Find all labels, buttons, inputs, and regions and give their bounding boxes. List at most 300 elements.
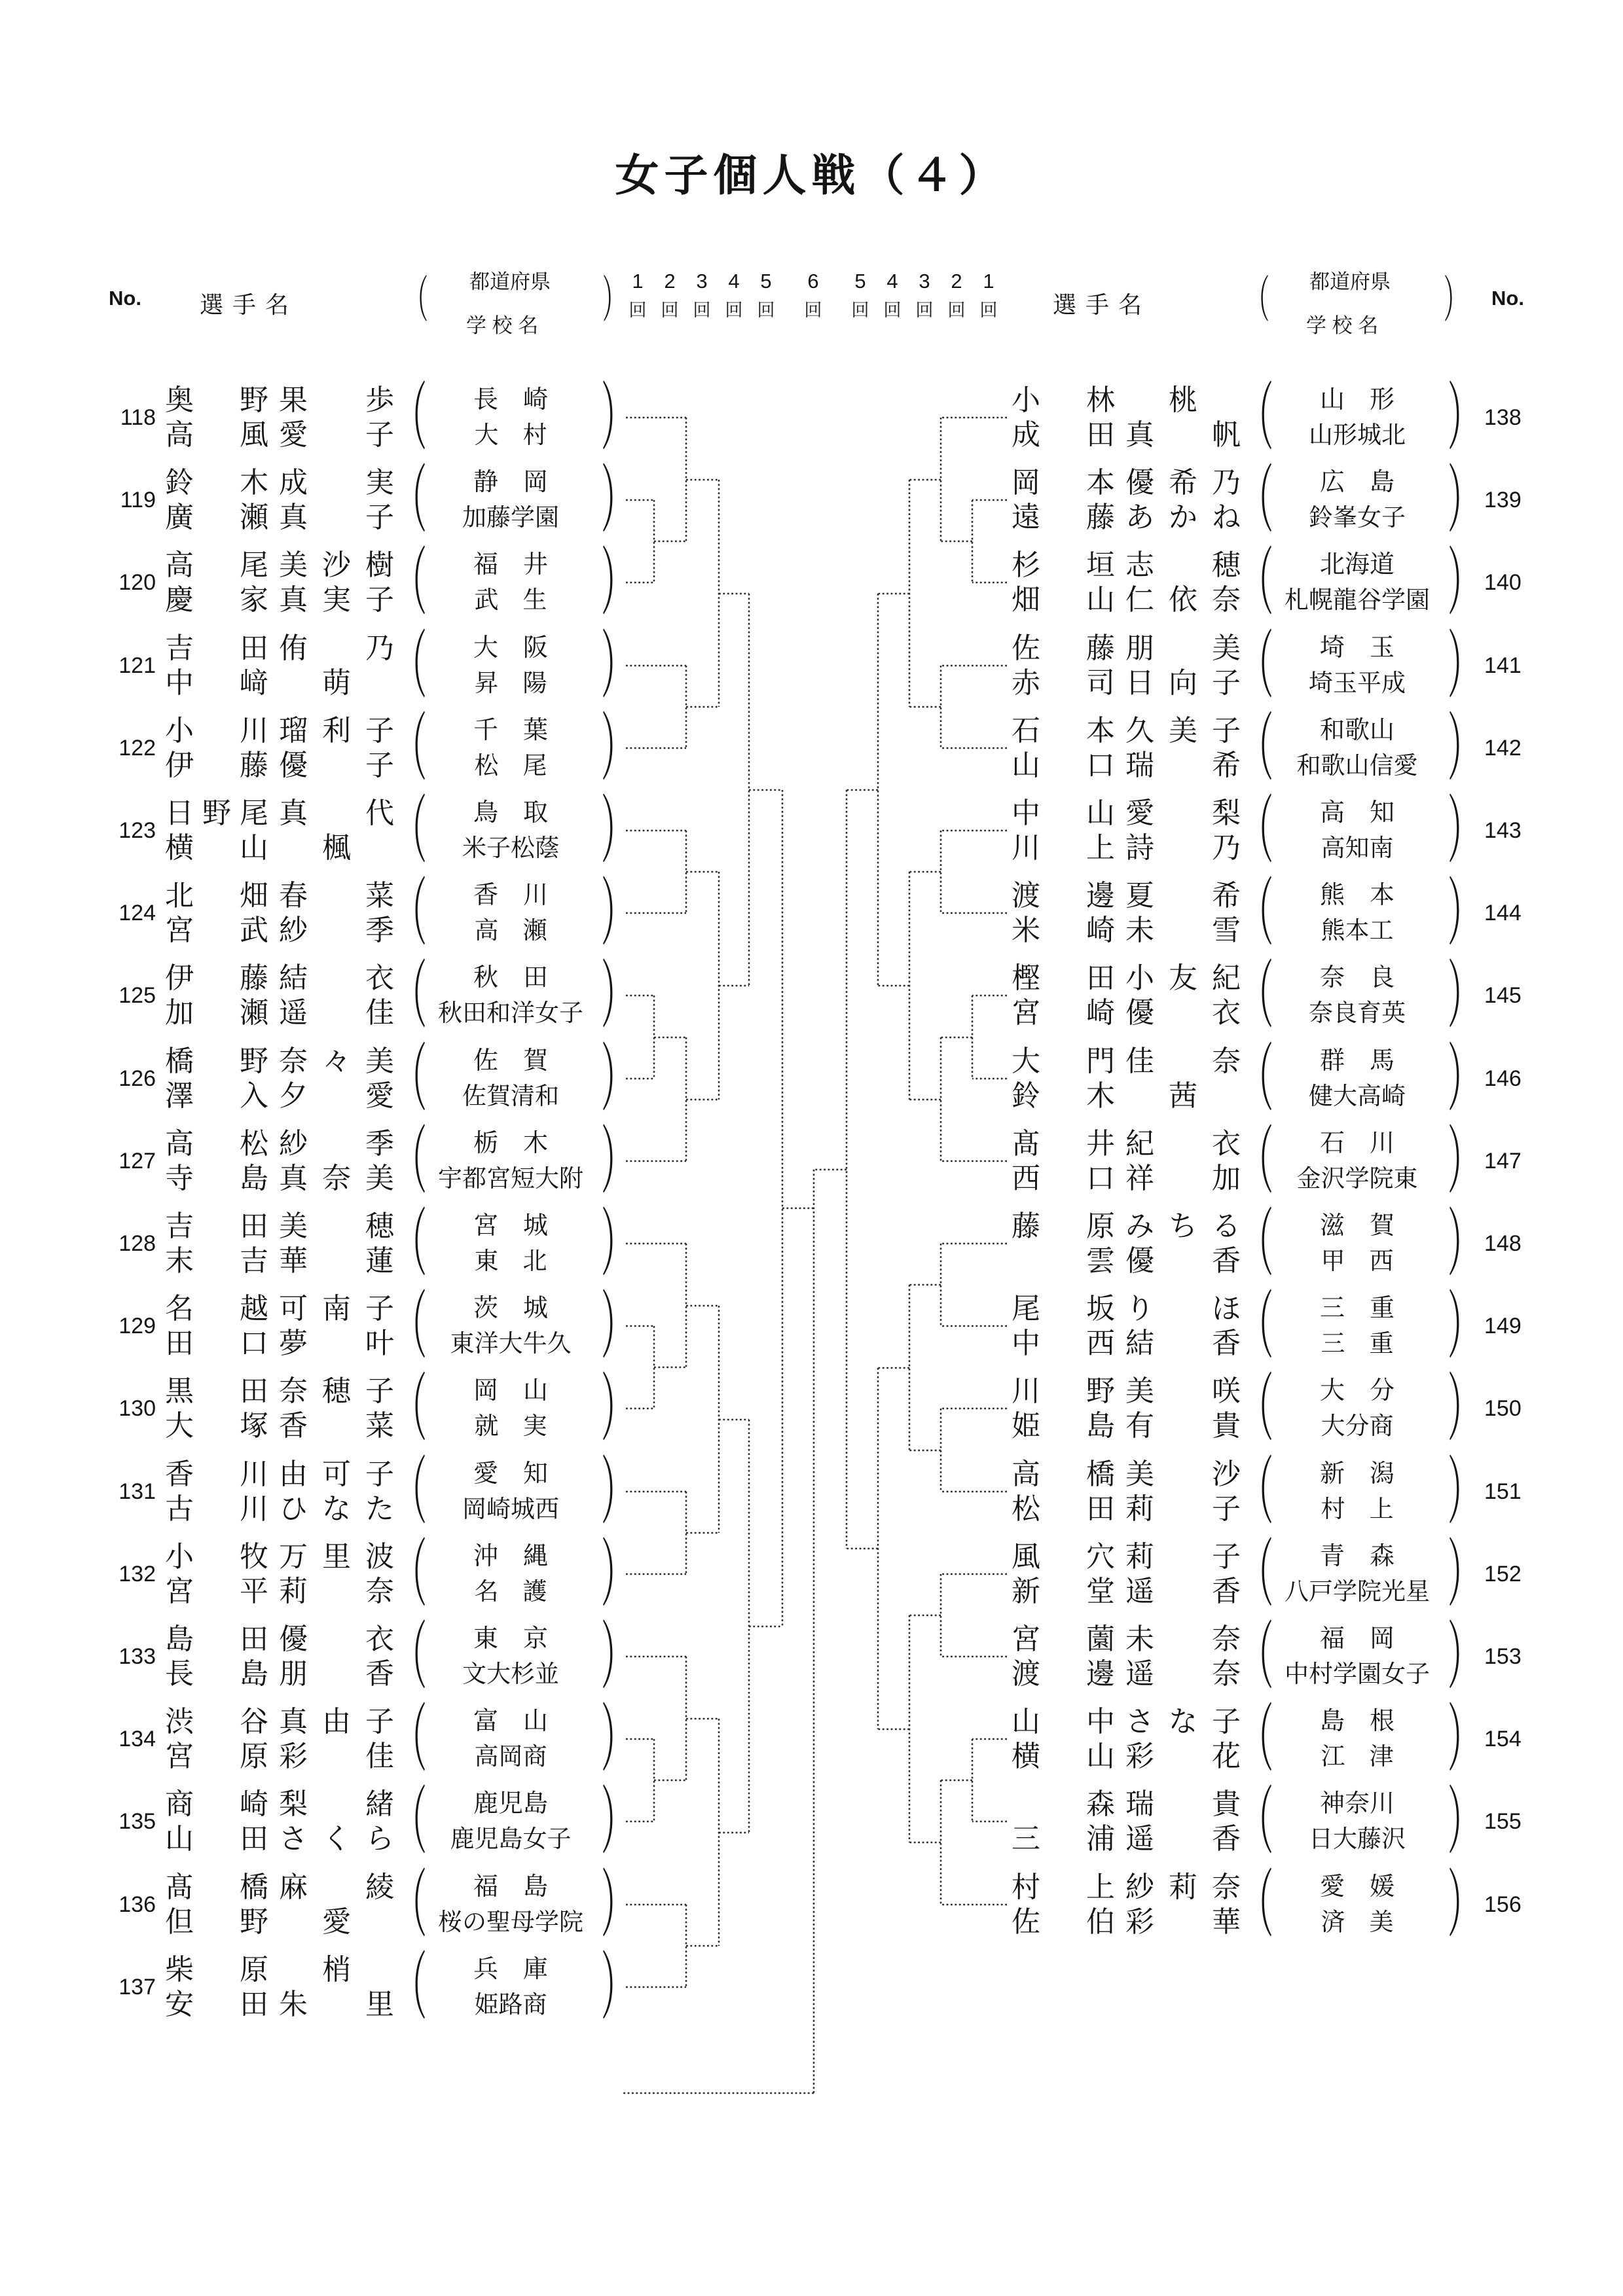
name-char: 加 bbox=[165, 997, 194, 1029]
prefecture-name: 青 森 bbox=[1319, 1543, 1395, 1570]
name-char: 可 bbox=[279, 1293, 308, 1325]
name-char: 紗 bbox=[1125, 1871, 1154, 1903]
name-char: 未 bbox=[1125, 1623, 1154, 1655]
school-paren-close: ） bbox=[1448, 1037, 1480, 1120]
name-char: ら bbox=[365, 1823, 394, 1855]
prefecture-name: 沖 縄 bbox=[473, 1543, 548, 1570]
entry-number: 141 bbox=[1484, 653, 1522, 678]
school-paren-close: ） bbox=[601, 954, 634, 1037]
school-name: 金沢学院東 bbox=[1296, 1165, 1418, 1192]
school-paren-open: （ bbox=[1241, 1863, 1273, 1946]
name-char: 沙 bbox=[322, 549, 351, 581]
entry-number: 123 bbox=[119, 817, 156, 843]
school-name: 名 護 bbox=[474, 1578, 547, 1605]
school-paren-close: ） bbox=[601, 459, 634, 541]
name-char: 瑞 bbox=[1125, 1788, 1154, 1820]
school-paren-open: （ bbox=[394, 376, 427, 459]
entry-number: 142 bbox=[1484, 735, 1522, 761]
name-char: 鈴 bbox=[1012, 1080, 1040, 1112]
school-name: 鹿児島女子 bbox=[450, 1825, 572, 1852]
name-char: る bbox=[1212, 1210, 1241, 1242]
name-char: 田 bbox=[240, 632, 268, 664]
name-char: 利 bbox=[322, 715, 351, 747]
name-char: 佐 bbox=[1012, 632, 1040, 664]
school-name: 山形城北 bbox=[1309, 422, 1406, 448]
prefecture-name: 福 井 bbox=[473, 551, 548, 579]
name-char: 野 bbox=[202, 797, 231, 829]
name-char: 子 bbox=[365, 715, 394, 747]
name-char: 上 bbox=[1086, 832, 1115, 864]
entry-number: 126 bbox=[119, 1066, 156, 1091]
entry-number: 132 bbox=[119, 1561, 156, 1587]
school-name: 武 生 bbox=[474, 586, 547, 613]
name-char: 橋 bbox=[165, 1045, 194, 1077]
header-paren-close-right: ） bbox=[1444, 271, 1468, 328]
name-char: ほ bbox=[1212, 1293, 1241, 1325]
name-char: な bbox=[1169, 1706, 1197, 1738]
name-char: 香 bbox=[365, 1658, 394, 1690]
school-paren-open: （ bbox=[1241, 1367, 1273, 1450]
name-char: 奈 bbox=[279, 1375, 308, 1407]
school-paren-close: ） bbox=[1448, 624, 1480, 707]
name-char: 美 bbox=[1212, 632, 1241, 664]
name-char: 彩 bbox=[1125, 1906, 1154, 1938]
round-kai-label: 回 bbox=[661, 300, 679, 320]
school-paren-open: （ bbox=[394, 1698, 427, 1780]
name-char: 日 bbox=[165, 797, 194, 829]
name-char: 宮 bbox=[165, 1575, 194, 1607]
round-number-label: 5 bbox=[854, 270, 866, 293]
school-paren-open: （ bbox=[1241, 624, 1273, 707]
name-char: 奈 bbox=[1212, 1045, 1241, 1077]
school-paren-open: （ bbox=[394, 1037, 427, 1120]
name-char: 莉 bbox=[1169, 1871, 1197, 1903]
name-char: 奈 bbox=[1212, 1871, 1241, 1903]
name-char: 遥 bbox=[1125, 1658, 1154, 1690]
name-char: 華 bbox=[1212, 1906, 1241, 1938]
name-char: 夢 bbox=[279, 1327, 308, 1359]
school-paren-close: ） bbox=[1448, 459, 1480, 541]
school-name: 三 重 bbox=[1321, 1330, 1394, 1357]
name-char: 梨 bbox=[1212, 797, 1241, 829]
school-paren-open: （ bbox=[1241, 1285, 1273, 1367]
entry-number: 121 bbox=[119, 653, 156, 678]
name-char: 彩 bbox=[1125, 1740, 1154, 1772]
school-name: 文大杉並 bbox=[462, 1660, 559, 1687]
name-char: 子 bbox=[1212, 1493, 1241, 1525]
name-char: 島 bbox=[165, 1623, 194, 1655]
name-char: 春 bbox=[279, 880, 308, 912]
school-name: 米子松蔭 bbox=[462, 834, 559, 861]
name-char: 優 bbox=[1125, 997, 1154, 1029]
name-char: 歩 bbox=[365, 384, 394, 416]
header-paren-close-left: ） bbox=[602, 271, 627, 328]
name-char: 樹 bbox=[365, 549, 394, 581]
name-char: 愛 bbox=[365, 1080, 394, 1112]
round-number-label: 2 bbox=[951, 270, 962, 293]
prefecture-name: 滋 賀 bbox=[1319, 1212, 1395, 1240]
name-char: 美 bbox=[1169, 715, 1197, 747]
name-char: 瑠 bbox=[279, 715, 308, 747]
school-paren-open: （ bbox=[394, 1285, 427, 1367]
name-char: 木 bbox=[240, 467, 268, 499]
name-char: 田 bbox=[240, 1988, 268, 2020]
prefecture-name: 東 京 bbox=[473, 1625, 548, 1653]
name-char: 佳 bbox=[1125, 1045, 1154, 1077]
prefecture-name: 愛 知 bbox=[473, 1460, 548, 1488]
name-char: 雲 bbox=[1086, 1245, 1115, 1277]
name-char: く bbox=[322, 1823, 351, 1855]
name-char: 菜 bbox=[365, 880, 394, 912]
name-char: 乃 bbox=[365, 632, 394, 664]
school-paren-close: ） bbox=[1448, 1698, 1480, 1780]
round-number-label: 4 bbox=[728, 270, 740, 293]
prefecture-name: 奈 良 bbox=[1319, 964, 1395, 992]
school-name: 江 津 bbox=[1321, 1743, 1394, 1770]
name-char: 吉 bbox=[165, 1210, 194, 1242]
name-char: な bbox=[322, 1493, 351, 1525]
entry-number: 151 bbox=[1484, 1479, 1522, 1504]
name-char: 有 bbox=[1125, 1410, 1154, 1442]
name-char: 山 bbox=[1086, 1740, 1115, 1772]
school-name: 大 村 bbox=[474, 422, 547, 448]
name-char: 野 bbox=[1086, 1375, 1115, 1407]
school-paren-close: ） bbox=[601, 707, 634, 789]
name-char: 実 bbox=[365, 467, 394, 499]
entry-number: 122 bbox=[119, 735, 156, 761]
school-paren-open: （ bbox=[394, 1946, 427, 2028]
name-char: 万 bbox=[279, 1541, 308, 1573]
name-char: 瀬 bbox=[240, 997, 268, 1029]
round-kai-label: 回 bbox=[629, 300, 647, 320]
name-char: 宮 bbox=[1012, 997, 1040, 1029]
prefecture-name: 千 葉 bbox=[473, 717, 548, 744]
header-no-right: No. bbox=[1491, 287, 1524, 310]
school-paren-close: ） bbox=[601, 541, 634, 624]
name-char: 岡 bbox=[1012, 467, 1040, 499]
name-char: 三 bbox=[1012, 1823, 1040, 1855]
name-char: 詩 bbox=[1125, 832, 1154, 864]
round-kai-label: 回 bbox=[883, 300, 902, 320]
entry-number: 131 bbox=[119, 1479, 156, 1504]
name-char: 優 bbox=[279, 749, 308, 781]
school-paren-close: ） bbox=[1448, 541, 1480, 624]
prefecture-name: 埼 玉 bbox=[1319, 634, 1395, 662]
school-paren-open: （ bbox=[1241, 872, 1273, 954]
school-paren-close: ） bbox=[1448, 1863, 1480, 1946]
name-char: 鈴 bbox=[165, 467, 194, 499]
name-char: 平 bbox=[240, 1575, 268, 1607]
name-char: 中 bbox=[1012, 1327, 1040, 1359]
school-name: 埼玉平成 bbox=[1309, 670, 1406, 696]
name-char: 田 bbox=[1086, 419, 1115, 451]
name-char: 穂 bbox=[1212, 549, 1241, 581]
school-name: 加藤学園 bbox=[462, 504, 559, 531]
entry-number: 120 bbox=[119, 569, 156, 595]
name-char: 子 bbox=[1212, 715, 1241, 747]
name-char: 武 bbox=[240, 914, 268, 946]
school-name: 鈴峯女子 bbox=[1309, 504, 1406, 531]
name-char: 井 bbox=[1086, 1128, 1115, 1160]
name-char: 森 bbox=[1086, 1788, 1115, 1820]
name-char: 本 bbox=[1086, 715, 1115, 747]
name-char: 小 bbox=[165, 1541, 194, 1573]
school-name: 東洋大牛久 bbox=[450, 1330, 572, 1357]
school-paren-close: ） bbox=[1448, 789, 1480, 872]
entry-number: 127 bbox=[119, 1148, 156, 1174]
school-name: 村 上 bbox=[1321, 1496, 1394, 1522]
name-char: 雪 bbox=[1212, 914, 1241, 946]
school-name: 八戸学院光星 bbox=[1285, 1578, 1430, 1605]
name-char: 乃 bbox=[1212, 832, 1241, 864]
name-char: 薗 bbox=[1086, 1623, 1115, 1655]
name-char: 成 bbox=[279, 467, 308, 499]
name-char: 伯 bbox=[1086, 1906, 1115, 1938]
name-char: 橋 bbox=[240, 1871, 268, 1903]
name-char: 真 bbox=[1125, 419, 1154, 451]
name-char: 波 bbox=[365, 1541, 394, 1573]
round-number-label: 5 bbox=[760, 270, 772, 293]
name-char: 門 bbox=[1086, 1045, 1115, 1077]
school-name: 熊本工 bbox=[1321, 917, 1394, 944]
name-char: 入 bbox=[240, 1080, 268, 1112]
name-char: 佳 bbox=[365, 997, 394, 1029]
prefecture-name: 香 川 bbox=[473, 882, 548, 909]
name-char: 咲 bbox=[1212, 1375, 1241, 1407]
name-char: 上 bbox=[1086, 1871, 1115, 1903]
name-char: 米 bbox=[1012, 914, 1040, 946]
entry-number: 118 bbox=[120, 404, 156, 430]
name-char: 衣 bbox=[365, 962, 394, 994]
name-char: 野 bbox=[240, 1045, 268, 1077]
name-char: 穴 bbox=[1086, 1541, 1115, 1573]
school-paren-open: （ bbox=[1241, 1037, 1273, 1120]
prefecture-name: 広 島 bbox=[1319, 469, 1395, 496]
name-char: 島 bbox=[240, 1162, 268, 1194]
name-char: 子 bbox=[365, 419, 394, 451]
school-paren-close: ） bbox=[601, 1450, 634, 1533]
school-name: 奈良育英 bbox=[1309, 999, 1406, 1026]
name-char: 美 bbox=[365, 1045, 394, 1077]
entry-number: 152 bbox=[1484, 1561, 1522, 1587]
name-char: 美 bbox=[1125, 1458, 1154, 1490]
name-char: 川 bbox=[240, 715, 268, 747]
name-char: 真 bbox=[279, 1706, 308, 1738]
name-char: 原 bbox=[240, 1954, 268, 1986]
name-char: 渋 bbox=[165, 1706, 194, 1738]
school-name: 健大高崎 bbox=[1309, 1083, 1406, 1109]
name-char: 林 bbox=[1086, 384, 1115, 416]
name-char: 朱 bbox=[279, 1988, 308, 2020]
name-char: 司 bbox=[1086, 667, 1115, 699]
name-char: 島 bbox=[240, 1658, 268, 1690]
entry-number: 150 bbox=[1484, 1395, 1522, 1421]
name-char: 蓮 bbox=[365, 1245, 394, 1277]
round-kai-label: 回 bbox=[915, 300, 934, 320]
name-char: 西 bbox=[1012, 1162, 1040, 1194]
header-pref-left: 都道府県 bbox=[469, 270, 551, 293]
header-players-left: 選 手 名 bbox=[200, 291, 291, 318]
entry-number: 140 bbox=[1484, 569, 1522, 595]
prefecture-name: 大 阪 bbox=[473, 634, 548, 662]
name-char: 名 bbox=[165, 1293, 194, 1325]
name-char: 田 bbox=[240, 1823, 268, 1855]
name-char: 塚 bbox=[240, 1410, 268, 1442]
name-char: 伊 bbox=[165, 749, 194, 781]
name-char: 衣 bbox=[1212, 997, 1241, 1029]
name-char: 本 bbox=[1086, 467, 1115, 499]
header-school-left: 学 校 名 bbox=[466, 314, 539, 337]
entry-number: 154 bbox=[1484, 1726, 1522, 1751]
school-paren-close: ） bbox=[601, 1037, 634, 1120]
name-char: さ bbox=[279, 1823, 308, 1855]
name-char: 優 bbox=[279, 1623, 308, 1655]
name-char: 宮 bbox=[1012, 1623, 1040, 1655]
name-char: 邊 bbox=[1086, 880, 1115, 912]
school-paren-open: （ bbox=[394, 707, 427, 789]
name-char: 邊 bbox=[1086, 1658, 1115, 1690]
name-char: 紀 bbox=[1212, 962, 1241, 994]
prefecture-name: 宮 城 bbox=[473, 1212, 548, 1240]
school-name: 東 北 bbox=[474, 1247, 547, 1274]
prefecture-name: 茨 城 bbox=[473, 1295, 548, 1322]
school-name: 姫路商 bbox=[474, 1991, 547, 2018]
prefecture-name: 新 潟 bbox=[1319, 1460, 1395, 1488]
school-name: 佐賀清和 bbox=[462, 1083, 559, 1109]
name-char: 子 bbox=[365, 1706, 394, 1738]
name-char: ね bbox=[1212, 501, 1241, 533]
name-char: 華 bbox=[279, 1245, 308, 1277]
name-char: 奈 bbox=[1212, 584, 1241, 616]
school-name: 日大藤沢 bbox=[1309, 1825, 1406, 1852]
name-char: 子 bbox=[1212, 667, 1241, 699]
school-paren-open: （ bbox=[394, 1533, 427, 1615]
name-char: 川 bbox=[240, 1458, 268, 1490]
name-char: 日 bbox=[1125, 667, 1154, 699]
name-char: 横 bbox=[165, 832, 194, 864]
school-name: 和歌山信愛 bbox=[1296, 752, 1418, 779]
name-char: 楓 bbox=[322, 832, 351, 864]
name-char: 香 bbox=[1212, 1575, 1241, 1607]
school-paren-open: （ bbox=[1241, 1120, 1273, 1202]
name-char: 崎 bbox=[1086, 997, 1115, 1029]
name-char: さ bbox=[1125, 1706, 1154, 1738]
name-char: 花 bbox=[1212, 1740, 1241, 1772]
name-char: 彩 bbox=[279, 1740, 308, 1772]
name-char: 紀 bbox=[1125, 1128, 1154, 1160]
school-paren-open: （ bbox=[394, 789, 427, 872]
name-char: 愛 bbox=[1125, 797, 1154, 829]
name-char: 山 bbox=[1086, 584, 1115, 616]
entry-number: 130 bbox=[119, 1395, 156, 1421]
name-char: 西 bbox=[1086, 1327, 1115, 1359]
round-number-label: 1 bbox=[632, 270, 644, 293]
school-paren-open: （ bbox=[1241, 954, 1273, 1037]
school-paren-close: ） bbox=[601, 1285, 634, 1367]
name-char: 田 bbox=[240, 1210, 268, 1242]
school-paren-close: ） bbox=[1448, 1367, 1480, 1450]
school-paren-open: （ bbox=[1241, 1615, 1273, 1698]
round-kai-label: 回 bbox=[725, 300, 743, 320]
name-char: 茜 bbox=[1169, 1080, 1197, 1112]
name-char: 綾 bbox=[365, 1871, 394, 1903]
prefecture-name: 福 島 bbox=[473, 1873, 548, 1901]
name-char: 朋 bbox=[1125, 632, 1154, 664]
name-char: 商 bbox=[165, 1788, 194, 1820]
name-char: 由 bbox=[279, 1458, 308, 1490]
name-char: り bbox=[1125, 1293, 1154, 1325]
entry-number: 145 bbox=[1484, 982, 1522, 1008]
school-paren-close: ） bbox=[601, 1615, 634, 1698]
name-char: 越 bbox=[240, 1293, 268, 1325]
name-char: 松 bbox=[240, 1128, 268, 1160]
name-char: 里 bbox=[365, 1988, 394, 2020]
name-char: 中 bbox=[1012, 797, 1040, 829]
name-char: 赤 bbox=[1012, 667, 1040, 699]
name-char: 久 bbox=[1125, 715, 1154, 747]
name-char: ひ bbox=[279, 1493, 308, 1525]
school-name: 大分商 bbox=[1321, 1412, 1394, 1439]
name-char: 里 bbox=[322, 1541, 351, 1573]
entry-number: 137 bbox=[119, 1974, 156, 2000]
school-paren-close: ） bbox=[601, 624, 634, 707]
name-char: 子 bbox=[1212, 1541, 1241, 1573]
name-char: 愛 bbox=[279, 419, 308, 451]
name-char: 祥 bbox=[1125, 1162, 1154, 1194]
prefecture-name: 岡 山 bbox=[473, 1377, 548, 1405]
prefecture-name: 熊 本 bbox=[1319, 882, 1395, 909]
round-number-label: 6 bbox=[807, 270, 819, 293]
school-name: 甲 西 bbox=[1321, 1247, 1394, 1274]
name-char: 々 bbox=[322, 1045, 351, 1077]
name-char: 莉 bbox=[1125, 1493, 1154, 1525]
name-char: 小 bbox=[165, 715, 194, 747]
name-char: 子 bbox=[365, 1293, 394, 1325]
name-char: 子 bbox=[365, 501, 394, 533]
prefecture-name: 神奈川 bbox=[1319, 1790, 1395, 1818]
name-char: 紗 bbox=[279, 1128, 308, 1160]
name-char: 畑 bbox=[1012, 584, 1040, 616]
name-char: 向 bbox=[1169, 667, 1197, 699]
name-char: 香 bbox=[279, 1410, 308, 1442]
name-char: 北 bbox=[165, 880, 194, 912]
school-paren-open: （ bbox=[1241, 707, 1273, 789]
school-paren-open: （ bbox=[394, 872, 427, 954]
name-char: あ bbox=[1125, 501, 1154, 533]
round-kai-label: 回 bbox=[947, 300, 966, 320]
name-char: 末 bbox=[165, 1245, 194, 1277]
name-char: 風 bbox=[1012, 1541, 1040, 1573]
name-char: 山 bbox=[1012, 1706, 1040, 1738]
school-paren-close: ） bbox=[1448, 1533, 1480, 1615]
name-char: 奈 bbox=[365, 1575, 394, 1607]
prefecture-name: 和歌山 bbox=[1319, 717, 1395, 744]
name-char: 中 bbox=[1086, 1706, 1115, 1738]
school-name: 高岡商 bbox=[474, 1743, 547, 1770]
prefecture-name: 栃 木 bbox=[473, 1130, 548, 1157]
name-char: 優 bbox=[1125, 1245, 1154, 1277]
school-paren-open: （ bbox=[394, 1615, 427, 1698]
name-char: 口 bbox=[240, 1327, 268, 1359]
name-char: 美 bbox=[1125, 1375, 1154, 1407]
header-paren-open-left: （ bbox=[405, 271, 429, 328]
name-char: 大 bbox=[1012, 1045, 1040, 1077]
entry-number: 133 bbox=[119, 1643, 156, 1669]
round-number-label: 3 bbox=[919, 270, 930, 293]
school-name: 秋田和洋女子 bbox=[438, 999, 583, 1026]
name-char: 宮 bbox=[165, 1740, 194, 1772]
round-kai-label: 回 bbox=[979, 300, 998, 320]
